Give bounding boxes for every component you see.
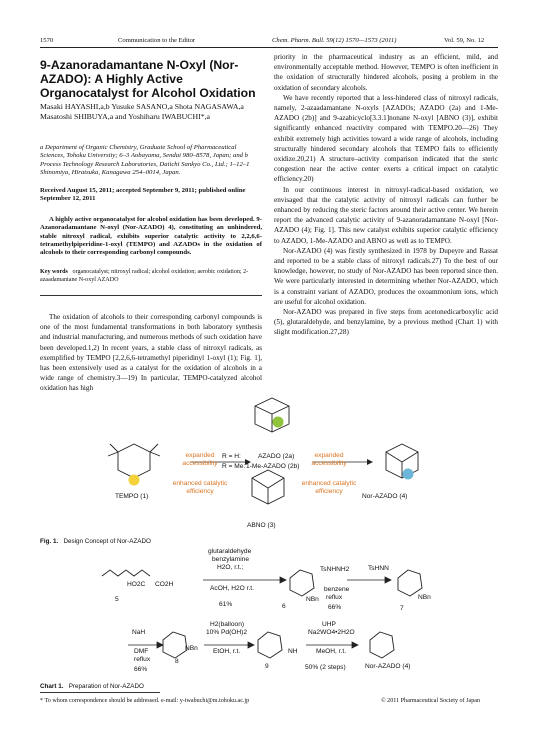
- keywords-label: Key words: [40, 269, 68, 275]
- arrow2-bottom-label: enhanced catalytic efficiency: [301, 480, 357, 495]
- left-body: [40, 312, 262, 394]
- abno-label: ABNO (3): [247, 522, 276, 529]
- cmpd5-number: 5: [115, 596, 119, 603]
- step3-yield: 66%: [134, 666, 148, 673]
- paragraph-2: We have recently reported that a less-hindered class of nitroxyl radicals, namely, 2-azaadamantane N-oxyls [AZADOs; AZADO (2a) and 1-Me-AZADO (2b)] and 9-azabicyclo[3.3.1]nonane N-oxyl [ABNO (3)], exhibit significantly enhanced reactivity compared with TEMPO.20—26) They exhibit extremely high activities toward a wide range of alcohols, including structurally hindered secondary alcohols that TEMPO fails to efficiently oxidize.20,21) A structure–activity comparison indicated that the steric congestion near the active center exerts a critical impact on catalytic efficiency.20): [274, 93, 498, 184]
- correspondence-note: * To whom correspondence should be addressed. e-mail: y-iwabuchi@m.tohoku.ac.jp: [40, 698, 250, 704]
- step5-reagent-a: UHP: [322, 621, 336, 628]
- r-me-label: R = Me:: [222, 463, 246, 470]
- step4-reagent-b: 10% Pd(OH)2: [206, 629, 248, 636]
- cmpd8-number: 8: [175, 658, 179, 665]
- azado-highlight: [273, 417, 284, 428]
- cmpd5-left: HO2C: [127, 581, 146, 588]
- tempo-structure: [108, 444, 160, 478]
- chart-1-scheme: [40, 548, 500, 688]
- paragraph-5: Nor-AZADO was prepared in five steps from acetonedicarboxylic acid (5), glutaraldehyde, and benzylamine, by a previous method (Chart 1) with slight modification.27,28): [274, 308, 498, 337]
- cmpd7-nbn: NBn: [418, 594, 431, 601]
- step4-conditions: EtOH, r.t.: [213, 648, 241, 655]
- step1-reagent-a: glutaraldehyde: [208, 548, 252, 555]
- authors-line-1: Masaki HAYASHI,a,b Yusuke SASANO,a Shota NAGASAWA,a: [40, 102, 244, 111]
- keywords-text: organocatalyst; nitroxyl radical; alcohol oxidation; aerobic oxidation; 2-azaadamantane N-oxyl AZADO: [40, 269, 249, 283]
- arrow1-top-label: expanded accessibility: [182, 452, 218, 467]
- azado-label: AZADO (2a): [258, 453, 295, 460]
- step1-conditions-2: AcOH, H2O r.t.: [210, 585, 254, 592]
- step1-yield: 61%: [219, 601, 233, 608]
- author-list: [40, 102, 262, 122]
- oxyl-highlight: [129, 475, 140, 486]
- abno-structure: [252, 470, 284, 504]
- article-title: 9-Azanoradamantane N-Oxyl (Nor-AZADO): A Highly Active Organocatalyst for Alcohol Oxidation: [40, 58, 256, 101]
- paragraph-4: Nor-AZADO (4) was firstly synthesized in 1978 by Dupeyre and Rassat and reported to be a stable class of nitroxyl radicals.27) To the best of our knowledge, however, no study of Nor-AZADO has been reported since then. We were particularly interested in determining whether Nor-AZADO, which is a constraint variant of AZADO, produces the oxoammonium ions, which are useful for alcohol oxidation.: [274, 246, 498, 306]
- cmpd9-nh: NH: [288, 648, 298, 655]
- cmpd6-label-nbn: NBn: [306, 596, 319, 603]
- r-h-label: R = H:: [222, 453, 241, 460]
- step2-condition: reflux: [326, 594, 343, 601]
- step3-reagent: NaH: [132, 629, 146, 636]
- arrow1-bottom-label: enhanced catalytic efficiency: [172, 480, 228, 495]
- step5-reagent-b: Na2WO4•2H2O: [308, 629, 355, 636]
- step2-solvent: benzene: [324, 586, 350, 593]
- nor-azado-highlight: [403, 469, 414, 480]
- step3-solvent: DMF: [134, 648, 149, 655]
- nor-azado-label: Nor-AZADO (4): [362, 493, 408, 500]
- section-title: Communication to the Editor: [118, 37, 196, 44]
- cmpd5-right: CO2H: [155, 581, 174, 588]
- abstract: [40, 216, 262, 257]
- chart-1-caption: [40, 683, 144, 690]
- keywords: [40, 268, 262, 284]
- step3-condition: reflux: [134, 656, 151, 663]
- copyright: © 2011 Pharmaceutical Society of Japan: [381, 698, 480, 704]
- step5-yield: 50% (2 steps): [305, 664, 346, 671]
- chart-1-caption-label: Chart 1.: [40, 683, 64, 690]
- step2-reagent: TsNHNH2: [320, 566, 350, 573]
- figure-1-caption-text: Design Concept of Nor-AZADO: [63, 538, 151, 545]
- tempo-label: TEMPO (1): [115, 493, 149, 500]
- figure-1: [40, 392, 500, 532]
- step4-reagent-a: H2(balloon): [210, 621, 245, 628]
- affiliation: a Department of Organic Chemistry, Graduate School of Pharmaceutical Sciences, Tohoku University; 6–3 Aobayama, Sendai 980–8578, Japan; and b Process Technology Research Laboratories, Daiichi Sankyo Co., Ltd.; 1–12–1 Shinomiya, Hiratsuka, Kanagawa 254–0014, Japan.: [40, 144, 250, 176]
- cmpd7-tshnn: TsHNN: [368, 565, 389, 572]
- keywords-rule: [40, 295, 262, 296]
- page-number: 1570: [40, 37, 54, 44]
- cmpd6-number: 6: [282, 603, 286, 610]
- step5-conditions: MeOH, r.t.: [316, 648, 347, 655]
- abstract-text: A highly active organocatalyst for alcohol oxidation has been developed. 9-Azanoradamantane N-oxyl (Nor-AZADO) 4), constituting an unhindered, stable nitroxyl radical, exhibits superior catalytic activity to 2,2,6,6-tetramethylpiperidine-1-oxyl (TEMPO) and AZADOs in the oxidation of alcohols to their corresponding carbonyl compounds.: [40, 216, 262, 257]
- step1-reagent-b: benzylamine: [212, 556, 250, 563]
- cmpd8-nbn: NBn: [185, 645, 198, 652]
- azado-structure: [255, 398, 289, 432]
- header-rule: [40, 47, 498, 48]
- step1-conditions: H2O, r.t.;: [217, 564, 244, 571]
- footer-rule: [40, 692, 160, 693]
- paragraph-3: In our continuous interest in nitroxyl-radical-based oxidation, we envisaged that the catalytic activity of nitroxyl radicals can further be enhanced by reducing the steric factors around their active center. We herein report the advanced catalytic activity of 9-azanoradamantane N-oxyl [Nor-AZADO (4); Fig. 1]. This new catalyst exhibits superior catalytic efficiency to AZADO, 1-Me-AZADO and ABNO as well as to TEMPO.: [274, 185, 498, 245]
- me-azado-label: 1-Me-AZADO (2b): [246, 463, 300, 470]
- nor-azado-product-label: Nor-AZADO (4): [365, 663, 411, 670]
- arrow2-top-label: expanded accessibility: [311, 452, 347, 467]
- chart-1-caption-text: Preparation of Nor-AZADO: [68, 683, 144, 690]
- arrow-2-head: [367, 459, 373, 465]
- figure-1-caption-label: Fig. 1.: [40, 538, 59, 545]
- paragraph-1: priority in the pharmaceutical industry as an efficient, mild, and environmentally acceptable method. However, TEMPO is often inefficient in the oxidation of structurally hindered alcohols, posing a problem in the oxidation of secondary alcohols.: [274, 53, 498, 92]
- cmpd9-number: 9: [265, 663, 269, 670]
- right-body: [274, 52, 498, 338]
- authors-line-2: Masatoshi SHIBUYA,a and Yoshiharu IWABUCHI*,a: [40, 112, 211, 121]
- cmpd7-number: 7: [400, 605, 404, 612]
- figure-1-caption: [40, 538, 151, 545]
- received-dates: Received August 15, 2011; accepted September 9, 2011; published online September 12, 2011: [40, 187, 246, 203]
- volume-number: Vol. 59, No. 12: [444, 37, 485, 44]
- journal-citation: Chem. Pharm. Bull. 59(12) 1570—1573 (2011): [272, 37, 397, 44]
- intro-paragraph: The oxidation of alcohols to their corresponding carbonyl compounds is one of the most fundamental transformations in both laboratory synthesis and industrial manufacturing, and numerous methods of such oxidation have been developed.1,2) In recent years, a stable class of nitroxyl radicals, as exemplified by TEMPO [2,2,6,6-tetramethyl piperidinyl 1-oxyl (1); Fig. 1], has been extensively used as a catalyst for the oxidation of alcohols in a wide range of chemistry.3—19) In particular, TEMPO-catalyzed alcohol oxidation has high: [40, 313, 262, 393]
- step2-yield: 66%: [328, 604, 342, 611]
